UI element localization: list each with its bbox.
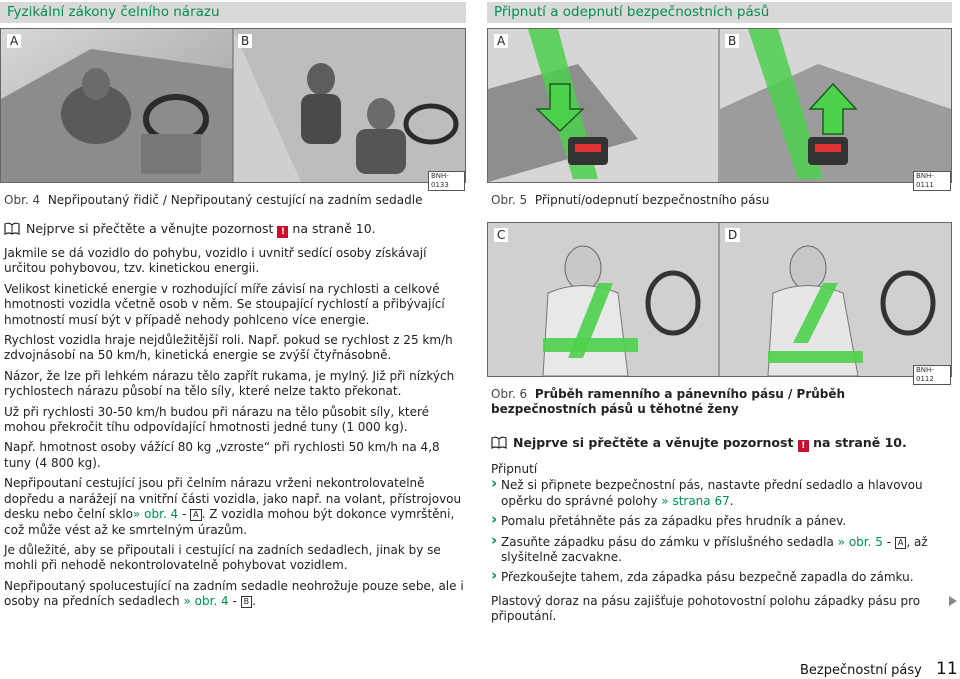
paragraph-3: Rychlost vozidla hraje nejdůležitější roli. Např. pokud se rychlost z 25 km/h zdvojnásobí na 50 km/h, kinetická energie se zvýší čtyřnásobně. <box>4 333 453 363</box>
warning-icon: ! <box>277 226 288 238</box>
bullet-4-text: Přezkoušejte tahem, zda západka pásu bezpečně zapadla do zámku. <box>501 570 914 585</box>
figure-6 <box>487 222 952 383</box>
right-section-title: Připnutí a odepnutí bezpečnostních pásů <box>494 4 770 20</box>
panel-label-d: D <box>725 228 740 242</box>
left-section-header <box>0 2 466 23</box>
bullet-3-text: Zasuňte západku pásu do zámku v příslušného sedadla <box>501 534 834 549</box>
p9-end: . <box>252 594 256 609</box>
link-obr-4-b[interactable]: » obr. 4 <box>183 594 229 609</box>
p7-text-end: . Z vozidla mohou být dokonce vymrštěni, což může vést až ke smrtelným úrazům. <box>4 507 455 537</box>
panel-label-a: A <box>494 34 508 48</box>
link-obr-5[interactable]: » obr. 5 <box>837 534 883 549</box>
paragraph-9 <box>4 579 466 610</box>
read-first-note-right <box>491 435 951 452</box>
paragraph-5: Už při rychlosti 30-50 km/h budou při nárazu na tělo působit síly, které mohou překročit tíhu odpovídající hmotnosti jedné tuny (1 000 kg). <box>4 404 430 435</box>
bullet-3-dash: - <box>882 534 895 549</box>
panel-label-b: B <box>238 34 252 48</box>
figure-code: BNH-0112 <box>913 365 951 385</box>
paragraph-4: Názor, že lze při lehkém nárazu tělo zapřít rukama, je mylný. Již při nízkých rychlostech nárazu působí na tělo síly, které nelze takto překonat. <box>4 368 455 399</box>
panel-label-c: C <box>494 228 508 242</box>
bullet-3-end: , až slyšitelně zacvakne. <box>501 534 928 565</box>
belt-routing-illustration <box>488 223 951 376</box>
read-first-page: na straně 10. <box>813 435 907 450</box>
bullet-2 <box>491 514 949 529</box>
figure-4 <box>0 28 466 189</box>
read-first-text: Nejprve si přečtěte a věnujte pozornost <box>26 221 274 236</box>
caption-number: Obr. 4 <box>4 193 41 207</box>
book-icon <box>491 436 507 449</box>
paragraph-6: Např. hmotnost osoby vážící 80 kg „vzroste“ při rychlosti 50 km/h na 4,8 tuny (4 800 kg). <box>4 440 440 470</box>
p9-dash: - <box>228 594 241 609</box>
p7-text: Nepřipoutaní cestující jsou při čelním nárazu vrženi nekontrolovatelně dopředu a narážejí na vnitřní části vozidla, jako např. na volant, přístrojovou desku nebo čelní sklo <box>4 476 462 522</box>
key-a: A <box>895 537 906 549</box>
bullet-1-end: . <box>729 493 734 508</box>
right-body <box>491 462 949 630</box>
panel-label-b: B <box>725 34 739 48</box>
p7-dash: - <box>178 507 191 522</box>
left-section-title: Fyzikální zákony čelního nárazu <box>7 4 220 20</box>
buckle-illustration <box>488 29 951 182</box>
read-first-text: Nejprve si přečtěte a věnujte pozornost <box>513 435 794 450</box>
right-section-header <box>487 2 952 23</box>
next-page-arrow-icon[interactable] <box>949 596 957 606</box>
subhead-pripnuti: Připnutí <box>491 462 538 476</box>
crash-illustration <box>1 29 465 182</box>
caption-text: Průběh ramenního a pánevního pásu / Průběh bezpečnostních pásů u těhotné ženy <box>491 387 846 416</box>
link-strana-67[interactable]: » strana 67 <box>661 493 730 508</box>
warning-icon: ! <box>798 440 809 452</box>
paragraph-8: Je důležité, aby se připoutali i cestující na zadních sedadlech, jinak by se mohli při nehodě nekontrolovatelně pohybovat vozidlem. <box>4 542 441 573</box>
panel-label-a: A <box>7 34 21 48</box>
caption-number: Obr. 5 <box>491 193 528 207</box>
closing-paragraph: Plastový doraz na pásu zajišťuje pohotovostní polohu západky pásu pro připoutání. <box>491 593 921 624</box>
read-first-page: na straně 10. <box>292 221 376 236</box>
link-obr-4[interactable]: » obr. 4 <box>132 507 179 522</box>
bullet-1-text: Než si připnete bezpečnostní pás, nastavte přední sedadlo a hlavovou opěrku do správné polohy <box>501 478 923 508</box>
key-b: B <box>241 596 253 608</box>
figure-4-caption <box>4 193 464 208</box>
figure-code: BNH-0111 <box>913 171 951 191</box>
book-icon <box>4 222 20 235</box>
page-number: 11 <box>936 659 958 679</box>
caption-text: Nepřipoutaný řidič / Nepřipoutaný cestující na zadním sedadle <box>47 193 423 207</box>
paragraph-2: Velikost kinetické energie v rozhodující míře závisí na rychlosti a celkové hmotnosti vozidla včetně osob v něm. Se stoupající rychlostí a přibývající hmotností musí být v případě nehody pohlceno více energie. <box>4 281 445 327</box>
figure-5 <box>487 28 952 189</box>
left-body <box>4 246 466 615</box>
bullet-2-text: Pomalu přetáhněte pás za západku přes hrudník a pánev. <box>501 514 847 529</box>
p9-text: Nepřipoutaný spolucestující na zadním sedadle neohrožuje pouze sebe, ale i osoby na předních sedadlech <box>4 578 464 609</box>
caption-number: Obr. 6 <box>491 387 528 401</box>
bullet-4 <box>491 570 949 585</box>
paragraph-7 <box>4 476 466 538</box>
bullet-3 <box>491 535 949 566</box>
figure-5-caption <box>491 193 951 208</box>
paragraph-1: Jakmile se dá vozidlo do pohybu, vozidlo i uvnitř sedící osoby získávají určitou pohybovou, tzv. kinetickou energii. <box>4 246 427 276</box>
footer-section: Bezpečnostní pásy <box>800 663 922 678</box>
figure-6-caption <box>491 387 941 417</box>
caption-text: Připnutí/odepnutí bezpečnostního pásu <box>534 193 770 207</box>
key-a: A <box>190 509 201 521</box>
bullet-1 <box>491 478 949 509</box>
figure-code: BNH-0133 <box>428 171 465 191</box>
read-first-note <box>4 221 464 238</box>
